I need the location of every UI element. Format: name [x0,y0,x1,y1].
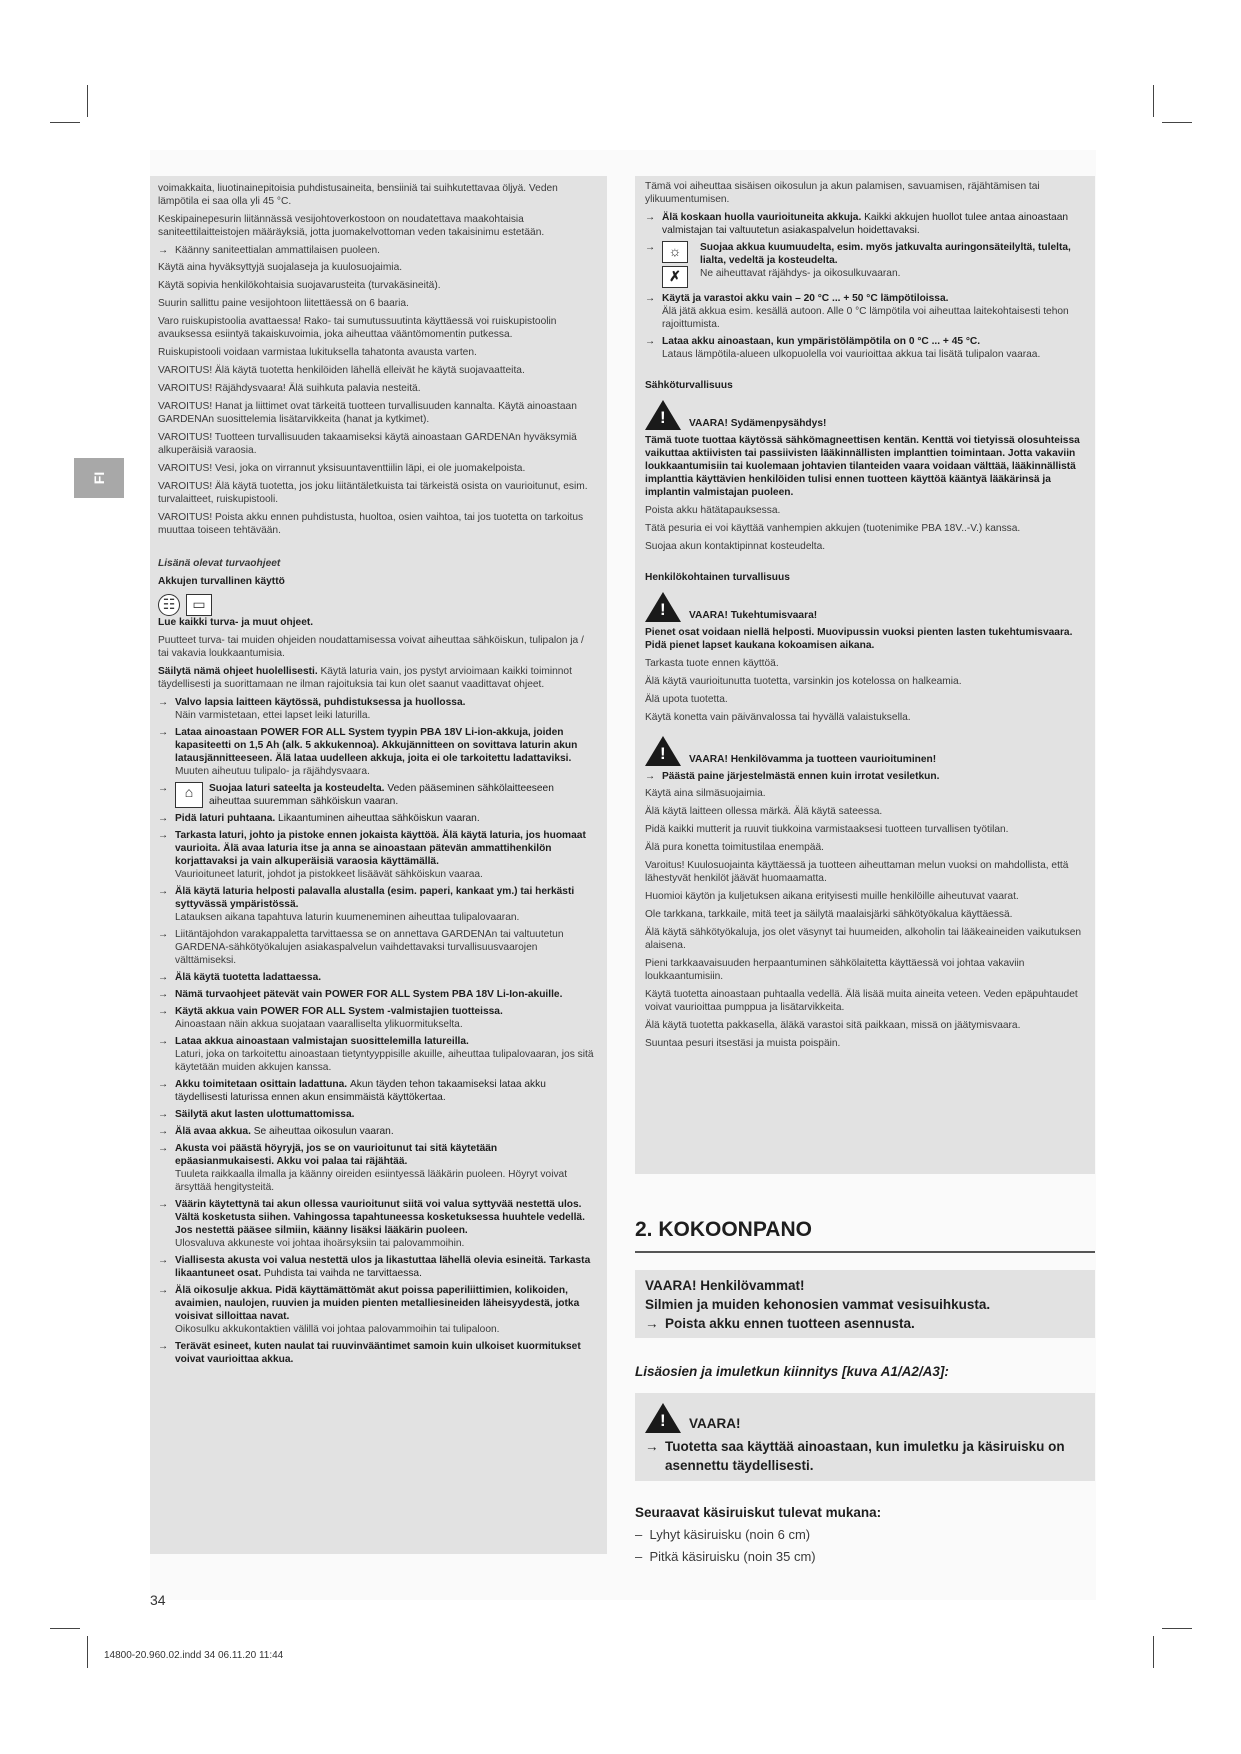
injury-note: Suuntaa pesuri itsestäsi ja muista poispäin. [645,1038,841,1049]
house-rain-icon: → ⌂ [175,782,203,808]
crop-mark [1162,122,1192,123]
arrow-instruction: → Käänny saniteettialan ammattilaisen puoleen. [158,244,597,257]
battery-item: → Terävät esineet, kuten naulat tai ruuvinvääntimet samoin kuin ulkoiset kuormitukset voivat vaurioittaa akkua. [158,1340,597,1366]
crop-mark [50,122,80,123]
rule: VAROITUS! Älä käytä tuotetta henkilöiden lähellä elleivät he käytä suojavaatteita. [158,365,525,376]
personal-note: Älä käytä vaurioitunutta tuotetta, varsinkin jos kotelossa on halkeamia. [645,676,962,687]
section-title: 2. KOKOONPANO [635,1218,812,1241]
injury-note: Pidä kaikki mutterit ja ruuvit tiukkoina varmistaaksesi tuotteen turvallisen työtilan. [645,824,1009,835]
language-tab: FI [74,458,124,498]
attachment-subheading: Lisäosien ja imuletkun kiinnitys [kuva A1/A2/A3]: [635,1364,949,1379]
battery-item: → Älä käytä laturia helposti palavalla alustalla (esim. paperi, kankaat ym.) tai herkästi syttyvässä ympäristössä. Latauksen aikana tapahtuva laturin kuumeneminen aiheuttaa tulipalovaaran. [158,885,597,924]
rule: VAROITUS! Tuotteen turvallisuuden takaamiseksi käytä ainoastaan GARDENAn hyväksymiä alkuperäisiä varaosia. [158,432,577,456]
battery-item: → Akusta voi päästä höyryjä, jos se on vaurioitunut tai sitä käytetään epäasianmukaisesti. Akku voi palaa tai räjähtää. Tuuleta raikkaalla ilmalla ja käänny oireiden esiintyessä lääkärin puoleen. Höyryt voivat ärsyttää hengitysteitä. [158,1142,597,1194]
manual-book-icon: ☷ [158,594,180,616]
assembly-warning-box [635,1393,1095,1481]
battery-item: → Lataa ainoastaan POWER FOR ALL System tyypin PBA 18V Li-ion-akkuja, joiden kapasiteetti on 1,5 Ah (alk. 5 akkukennoa). Akkujännitteen on sovittava laturin akun latausjännitteeseen. Älä lataa uudelleen akkuja, joita ei ole tarkoitettu ladattaviksi. Muuten aiheutuu tulipalo- ja räjähdysvaara. [158,726,597,778]
electrical-note: Poista akku hätätapauksessa. [645,505,781,516]
warning-line: ! VAARA! Henkilövamma ja tuotteen vaurioituminen! [645,736,1085,766]
warning-triangle-icon [645,592,681,622]
battery-item: → Akku toimitetaan osittain ladattuna. Akun täyden tehon takaamiseksi lataa akku täydellisesti laturissa ennen akun ensimmäistä käyttökertaa. [158,1078,597,1104]
arrow-instruction: → Päästä paine järjestelmästä ennen kuin irrotat vesiletkun. [645,770,1085,783]
battery-item: → Viallisesta akusta voi valua nestettä ulos ja likastuttaa lähellä olevia esineitä. Tarkasta likaantuneet osat. Puhdista tai vaihda ne tarvittaessa. [158,1254,597,1280]
injury-note: Pieni tarkkaavaisuuden herpaantuminen sähkölaitetta käyttäessä voi johtaa vakaviin loukkaantumisiin. [645,958,1025,982]
personal-note: Käytä konetta vain päivänvalossa tai hyvällä valaistuksella. [645,712,911,723]
electrical-safety-heading: Sähköturvallisuus [645,380,733,391]
keep-instructions [158,665,597,691]
rule: Käytä aina hyväksyttyjä suojalaseja ja kuulosuojaimia. [158,262,403,273]
accessory-item: – Lyhyt käsiruisku (noin 6 cm) [635,1527,811,1542]
sun-heat-icon: → ☼ [662,241,688,263]
battery-item: → Älä avaa akkua. Se aiheuttaa oikosulun vaaran. [158,1125,597,1138]
battery-item: → Älä oikosulje akkua. Pidä käyttämättömät akut poissa paperiliittimien, kolikoiden, avaimien, naulojen, ruuvien ja muiden pienten metalliesineiden läheisyydestä, jotka voisivat silloittaa navat. Oikosulku akkukontaktien välillä voi johtaa palovammoihin tai tulipaloon. [158,1284,597,1336]
injury-note: Varoitus! Kuulosuojainta käyttäessä ja tuotteen aiheuttaman melun vuoksi on mahdollista, että lähestyvät henkilöt jäävät huomaamatta. [645,860,1069,884]
rule: VAROITUS! Poista akku ennen puhdistusta, huoltoa, osien vaihtoa, tai jos tuotetta on tarkoitus muuttaa toiseen tehtävään. [158,512,584,536]
battery-item: → Säilytä akut lasten ulottumattomissa. [158,1108,597,1121]
rule: VAROITUS! Älä käytä tuotetta, jos joku liitäntäletkuista tai tärkeistä osista on vaurioitunut, esim. turvalaitteet, ruiskupistooli. [158,481,588,505]
warning-line: ! VAARA! Sydämenpysähdys! [645,400,1085,430]
keep-bold: Säilytä nämä ohjeet huolellisesti. [158,666,318,677]
personal-safety-heading: Henkilökohtainen turvallisuus [645,572,790,583]
crop-mark [87,85,88,117]
warning-triangle-icon [645,736,681,766]
battery-item: → Käytä akkua vain POWER FOR ALL System -valmistajien tuotteissa. Ainoastaan näin akkua suojataan vaaralliselta ylikuormitukselta. [158,1005,597,1031]
open-book-icon: ▭ [186,594,212,616]
crop-mark [1162,1628,1192,1629]
crop-mark [1153,1636,1154,1668]
personal-note: Älä upota tuotetta. [645,694,728,705]
rule: Suurin sallittu paine vesijohtoon liitettäessä on 6 baaria. [158,298,409,309]
crop-mark [87,1636,88,1668]
electrical-note: Tätä pesuria ei voi käyttää vanhempien akkujen (tuotenimike PBA 18V..-V.) kanssa. [645,523,1021,534]
battery-item: → Pidä laturi puhtaana. Likaantuminen aiheuttaa sähköiskun vaaran. [158,812,597,825]
extra-safety-heading: Lisänä olevat turvaohjeet [158,558,281,569]
crop-mark [50,1628,80,1629]
rule: Käytä sopivia henkilökohtaisia suojavarusteita (turvakäsineitä). [158,280,441,291]
injury-note: Ole tarkkana, tarkkaile, mitä teet ja säilytä maalaisjärki sähkötyökalua käyttäessä. [645,909,1013,920]
warning-title: VAARA! Henkilövammat! [645,1278,805,1293]
injury-note: Älä käytä laitteen ollessa märkä. Älä käytä sateessa. [645,806,883,817]
battery-item: → Tarkasta laturi, johto ja pistoke ennen jokaista käyttöä. Älä käytä laturia, jos huomaat vaurioita. Älä avaa laturia itse ja anna se ainoastaan pätevän ammattihenkilön korjattavaksi ja vain alkuperäisiä varaosia käyttämällä. Vaurioituneet laturit, johdot ja pistokkeet lisäävät sähköiskun vaaraa. [158,829,597,881]
pacemaker-text: Tämä tuote tuottaa käytössä sähkömagneettisen kentän. Kenttä voi tietyissä olosuhteissa vaikuttaa aktiivisten tai passiivisten lääkinnällisten implanttien toimintaan. Jotta vakaviin loukkaantumisiin tai kuolemaan johtavien tilanteiden vaara voidaan välttää, lääkinnällistä implanttia käyttävien henkilöiden tulisi ennen tuotteen käyttöä kääntyä lääkärinsä ja implantin valmistajan puoleen. [645,435,1080,498]
warning-line: ! VAARA! Tukehtumisvaara! [645,592,1085,622]
warning-line: Silmien ja muiden kehonosien vammat vesisuihkusta. [645,1297,991,1312]
injury-note: Huomioi käytön ja kuljetuksen aikana erityisesti muille henkilöille aiheutuvat vaarat. [645,891,1019,902]
rule: Ruiskupistooli voidaan varmistaa lukituksella tahatonta avausta varten. [158,347,477,358]
arrow-instruction: → Tuotetta saa käyttää ainoastaan, kun imuletku ja käsiruisku on asennettu täydellisesti. [645,1437,1085,1475]
left-safety-column [150,176,607,1554]
crop-mark [1153,85,1154,117]
read-all-instruction: Lue kaikki turva- ja muut ohjeet. [158,617,314,628]
injury-note: Älä pura konetta toimitustilaa enempää. [645,842,824,853]
battery-item: → ☼ ✗ Suojaa akkua kuumuudelta, esim. myös jatkuvalta auringonsäteilyltä, tulelta, lialta, vedeltä ja kosteudelta. Ne aiheuttavat räjähdys- ja oikosulkuvaaran. [645,241,1085,288]
battery-item: → ⌂ Suojaa laturi sateelta ja kosteudelta. Veden pääseminen sähkölaitteeseen aiheuttaa suuremman sähköiskun vaaran. [158,782,597,808]
electrical-note: Suojaa akun kontaktipinnat kosteudelta. [645,541,826,552]
battery-safety-heading: Akkujen turvallinen käyttö [158,576,285,587]
keep-text: Käytä laturia vain, jos pystyt arvioimaan kaikki toiminnot täydellisesti ja suorittamaan ne ilman rajoituksia tai kun olet saanut vaadittavat ohjeet. [158,666,572,690]
no-water-icon: ✗ [662,266,688,288]
rule: VAROITUS! Vesi, joka on virrannut yksisuuntaventtiilin läpi, ei ole juomakelpoista. [158,463,526,474]
battery-item: → Väärin käytettynä tai akun ollessa vaurioitunut siitä voi valua syttyvää nestettä ulos. Vältä kosketusta siihen. Vahingossa tapahtuneessa kosketuksessa huuhtele vedellä. Jos nestettä pääsee silmiin, käänny lisäksi lääkärin puoleen. Ulosvaluva akkuneste voi johtaa ihoärsyksiin tai palovammoihin. [158,1198,597,1250]
battery-item: → Älä käytä tuotetta ladattaessa. [158,971,597,984]
rule: VAROITUS! Räjähdysvaara! Älä suihkuta palavia nesteitä. [158,383,421,394]
read-all-text: Puutteet turva- tai muiden ohjeiden noudattamisessa voivat aiheuttaa sähköiskun, tulipalon ja / tai vakavia loukkaantumisia. [158,635,584,659]
intro-text: voimakkaita, liuotinainepitoisia puhdistusaineita, bensiiniä tai suihkutettavaa öljyä. Veden lämpötila ei saa olla yli 45 °C. [158,183,558,207]
warning-triangle-icon [645,1403,681,1433]
battery-item: → Nämä turvaohjeet pätevät vain POWER FOR ALL System PBA 18V Li-Ion-akuille. [158,988,597,1001]
battery-item: → Valvo lapsia laitteen käytössä, puhdistuksessa ja huollossa. Näin varmistetaan, ettei lapset leiki laturilla. [158,696,597,722]
intro-text: Tämä voi aiheuttaa sisäisen oikosulun ja akun palamisen, savuamisen, räjähtämisen tai ylikuumentumisen. [645,181,1040,205]
injury-note: Käytä tuotetta ainoastaan puhtaalla vedellä. Älä lisää muita aineita veteen. Veden epäpuhtaudet voivat vaurioittaa pumppua ja lisätarvikkeita. [645,989,1078,1013]
print-footer: 14800-20.960.02.indd 34 06.11.20 11:44 [104,1650,284,1661]
choke-text: Pienet osat voidaan niellä helposti. Muovipussin vuoksi pienten lasten tukehtumisvaara. Pidä pienet lapset kaukana kokoamisen aikana. [645,627,1073,651]
warning-row: ! VAARA! [645,1403,1085,1433]
battery-item: → Älä koskaan huolla vaurioituneita akkuja. Kaikki akkujen huollot tulee antaa ainoastaan valmistajan tai valtuutetun asiakaspalvelun hoidettavaksi. [645,211,1085,237]
battery-item: → Käytä ja varastoi akku vain – 20 °C ... + 50 °C lämpötiloissa. Älä jätä akkua esim. kesällä autoon. Alle 0 °C lämpötila voi aiheuttaa laitekohtaisesti tehon rajoittumista. [645,292,1085,331]
right-safety-column [635,176,1095,1174]
injury-note: Käytä aina silmäsuojaimia. [645,788,766,799]
accessories-heading: Seuraavat käsiruiskut tulevat mukana: [635,1505,882,1520]
rule: VAROITUS! Hanat ja liittimet ovat tärkeitä tuotteen turvallisuuden kannalta. Käytä ainoastaan GARDENAn suosittelemia lisätarvikkeita (hanat ja kytkimet). [158,401,577,425]
accessory-item: – Pitkä käsiruisku (noin 35 cm) [635,1549,816,1564]
warning-triangle-icon [645,400,681,430]
rule: Varo ruiskupistoolia avattaessa! Rako- tai sumutussuutinta käyttäessä voi ruiskupistoolin avauksessa esiintyä takaiskuvoimia, joka aiheuttaa vääntömomentin putkessa. [158,316,557,340]
personal-note: Tarkasta tuote ennen käyttöä. [645,658,779,669]
pictogram-stack [662,241,694,288]
battery-item: → Lataa akkua ainoastaan valmistajan suosittelemilla latureilla. Laturi, joka on tarkoitettu ainoastaan tietyntyyppisille akuille, aiheuttaa tulipalovaaran, jos sitä käytetään muiden akkujen kanssa. [158,1035,597,1074]
arrow-instruction: → Poista akku ennen tuotteen asennusta. [645,1314,1085,1333]
section-divider [635,1251,1095,1253]
injury-note: Älä käytä tuotetta pakkasella, äläkä varastoi sitä paikkaan, missä on jäätymisvaara. [645,1020,1021,1031]
assembly-warning-box [635,1270,1095,1338]
battery-item: → Lataa akku ainoastaan, kun ympäristölämpötila on 0 °C ... + 45 °C. Lataus lämpötila-alueen ulkopuolella voi vaurioittaa akkua tai lisätä tulipalon vaaraa. [645,335,1085,361]
read-instructions-row [158,594,597,616]
intro-text: Keskipainepesurin liitännässä vesijohtoverkostoon on noudatettava maakohtaisia saniteettilaitteistojen määräyksiä, jotta juomakelvottoman veden takaisinimu estetään. [158,214,545,238]
page-number: 34 [150,1592,166,1608]
battery-item: → Liitäntäjohdon varakappaletta tarvittaessa se on annettava GARDENAn tai valtuutetun GARDENA-sähkötyökalujen asiakaspalvelun vaihdettavaksi turvallisuusvaarojen välttämiseksi. [158,928,597,967]
injury-note: Älä käytä sähkötyökaluja, jos olet väsynyt tai huumeiden, alkoholin tai lääkeaineiden vaikutuksen alaisena. [645,927,1082,951]
